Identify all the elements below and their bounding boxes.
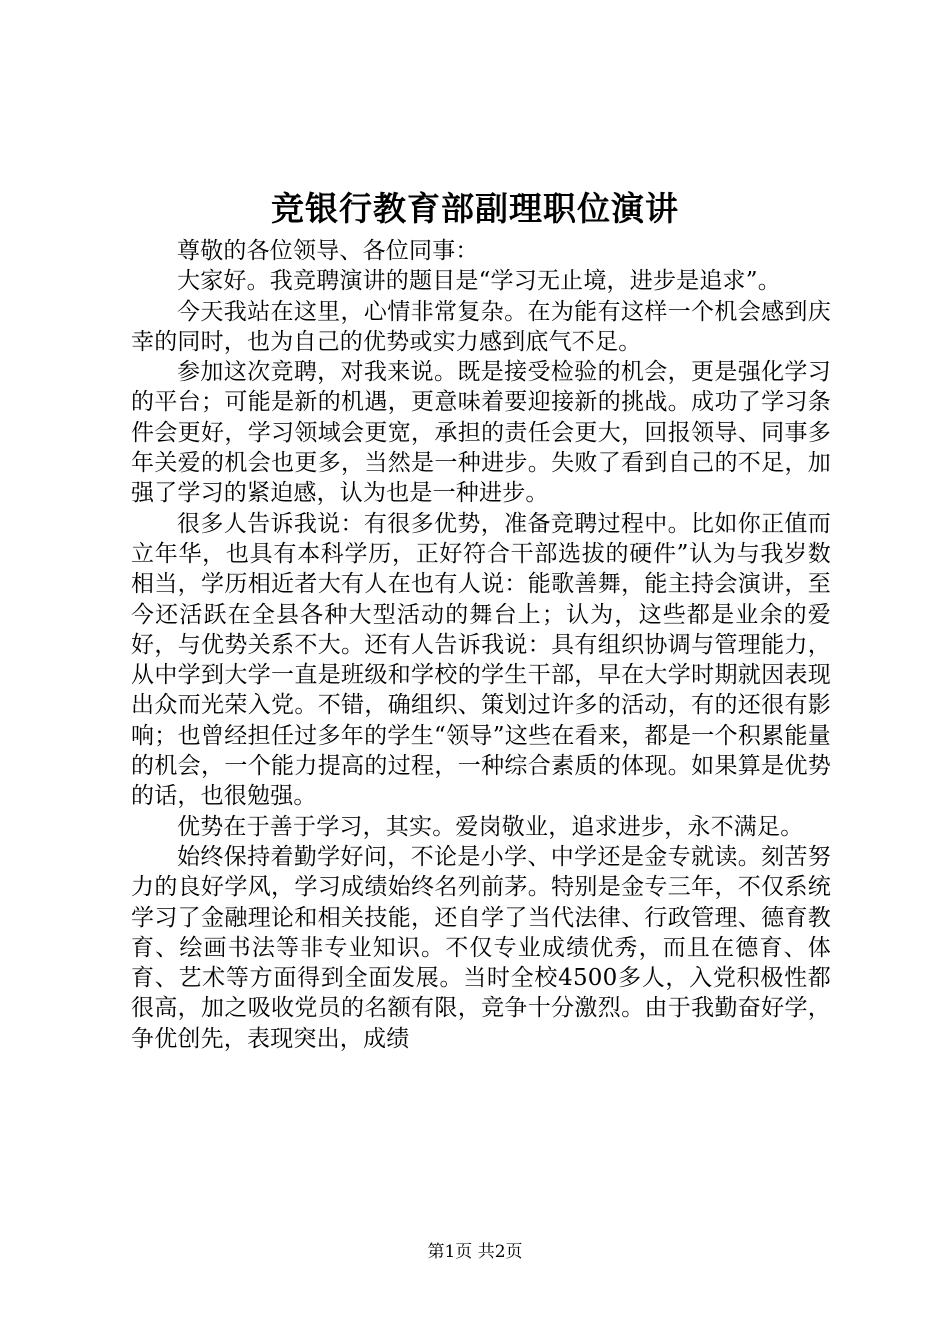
body-paragraph: 始终保持着勤学好问，不论是小学、中学还是金专就读。刻苦努力的良好学风，学习成绩始终名列前茅。特别是金专三年，不仅系统学习了金融理论和相关技能，还自学了当代法律、行政管理、德育教育、绘画书法等非专业知识。不仅专业成绩优秀，而且在德育、体育、艺术等方面得到全面发展。当时全校4500多人，入党积极性都很高，加之吸收党员的名额有限，竞争十分激烈。由于我勤奋好学，争优创先，表现突出，成绩 xyxy=(131,843,831,1052)
body-paragraph: 今天我站在这里，心情非常复杂。在为能有这样一个机会感到庆幸的同时，也为自己的优势或实力感到底气不足。 xyxy=(131,298,831,355)
body-paragraph: 很多人告诉我说：有很多优势，准备竞聘过程中。比如你正值而立年华，也具有本科学历，正好符合干部选拔的硬件”认为与我岁数相当，学历相近者大有人在也有人说：能歌善舞，能主持会演讲，至今还活跃在全县各种大型活动的舞台上；认为，这些都是业余的爱好，与优势关系不大。还有人告诉我说：具有组织协调与管理能力，从中学到大学一直是班级和学校的学生干部，早在大学时期就因表现出众而光荣入党。不错，确组织、策划过许多的活动，有的还很有影响；也曾经担任过多年的学生“领导”这些在看来，都是一个积累能量的机会，一个能力提高的过程，一种综合素质的体现。如果算是优势的话，也很勉强。 xyxy=(131,510,831,810)
body-paragraph: 参加这次竞聘，对我来说。既是接受检验的机会，更是强化学习的平台；可能是新的机遇，更意味着要迎接新的挑战。成功了学习条件会更好，学习领域会更宽，承担的责任会更大，回报领导、同事多年关爱的机会也更多，当然是一种进步。失败了看到自己的不足，加强了学习的紧迫感，认为也是一种进步。 xyxy=(131,359,831,507)
body-paragraph: 优势在于善于学习，其实。爱岗敬业，追求进步，永不满足。 xyxy=(177,813,804,840)
document-title: 竞银行教育部副理职位演讲 xyxy=(271,189,679,228)
salutation-paragraph: 尊敬的各位领导、各位同事： xyxy=(177,238,479,264)
page-number-label: 第1页 共2页 xyxy=(427,1242,523,1262)
page-footer xyxy=(0,1240,950,1264)
document-body xyxy=(131,236,831,1054)
body-paragraph: 大家好。我竞聘演讲的题目是“学习无止境，进步是追求”。 xyxy=(177,268,781,295)
